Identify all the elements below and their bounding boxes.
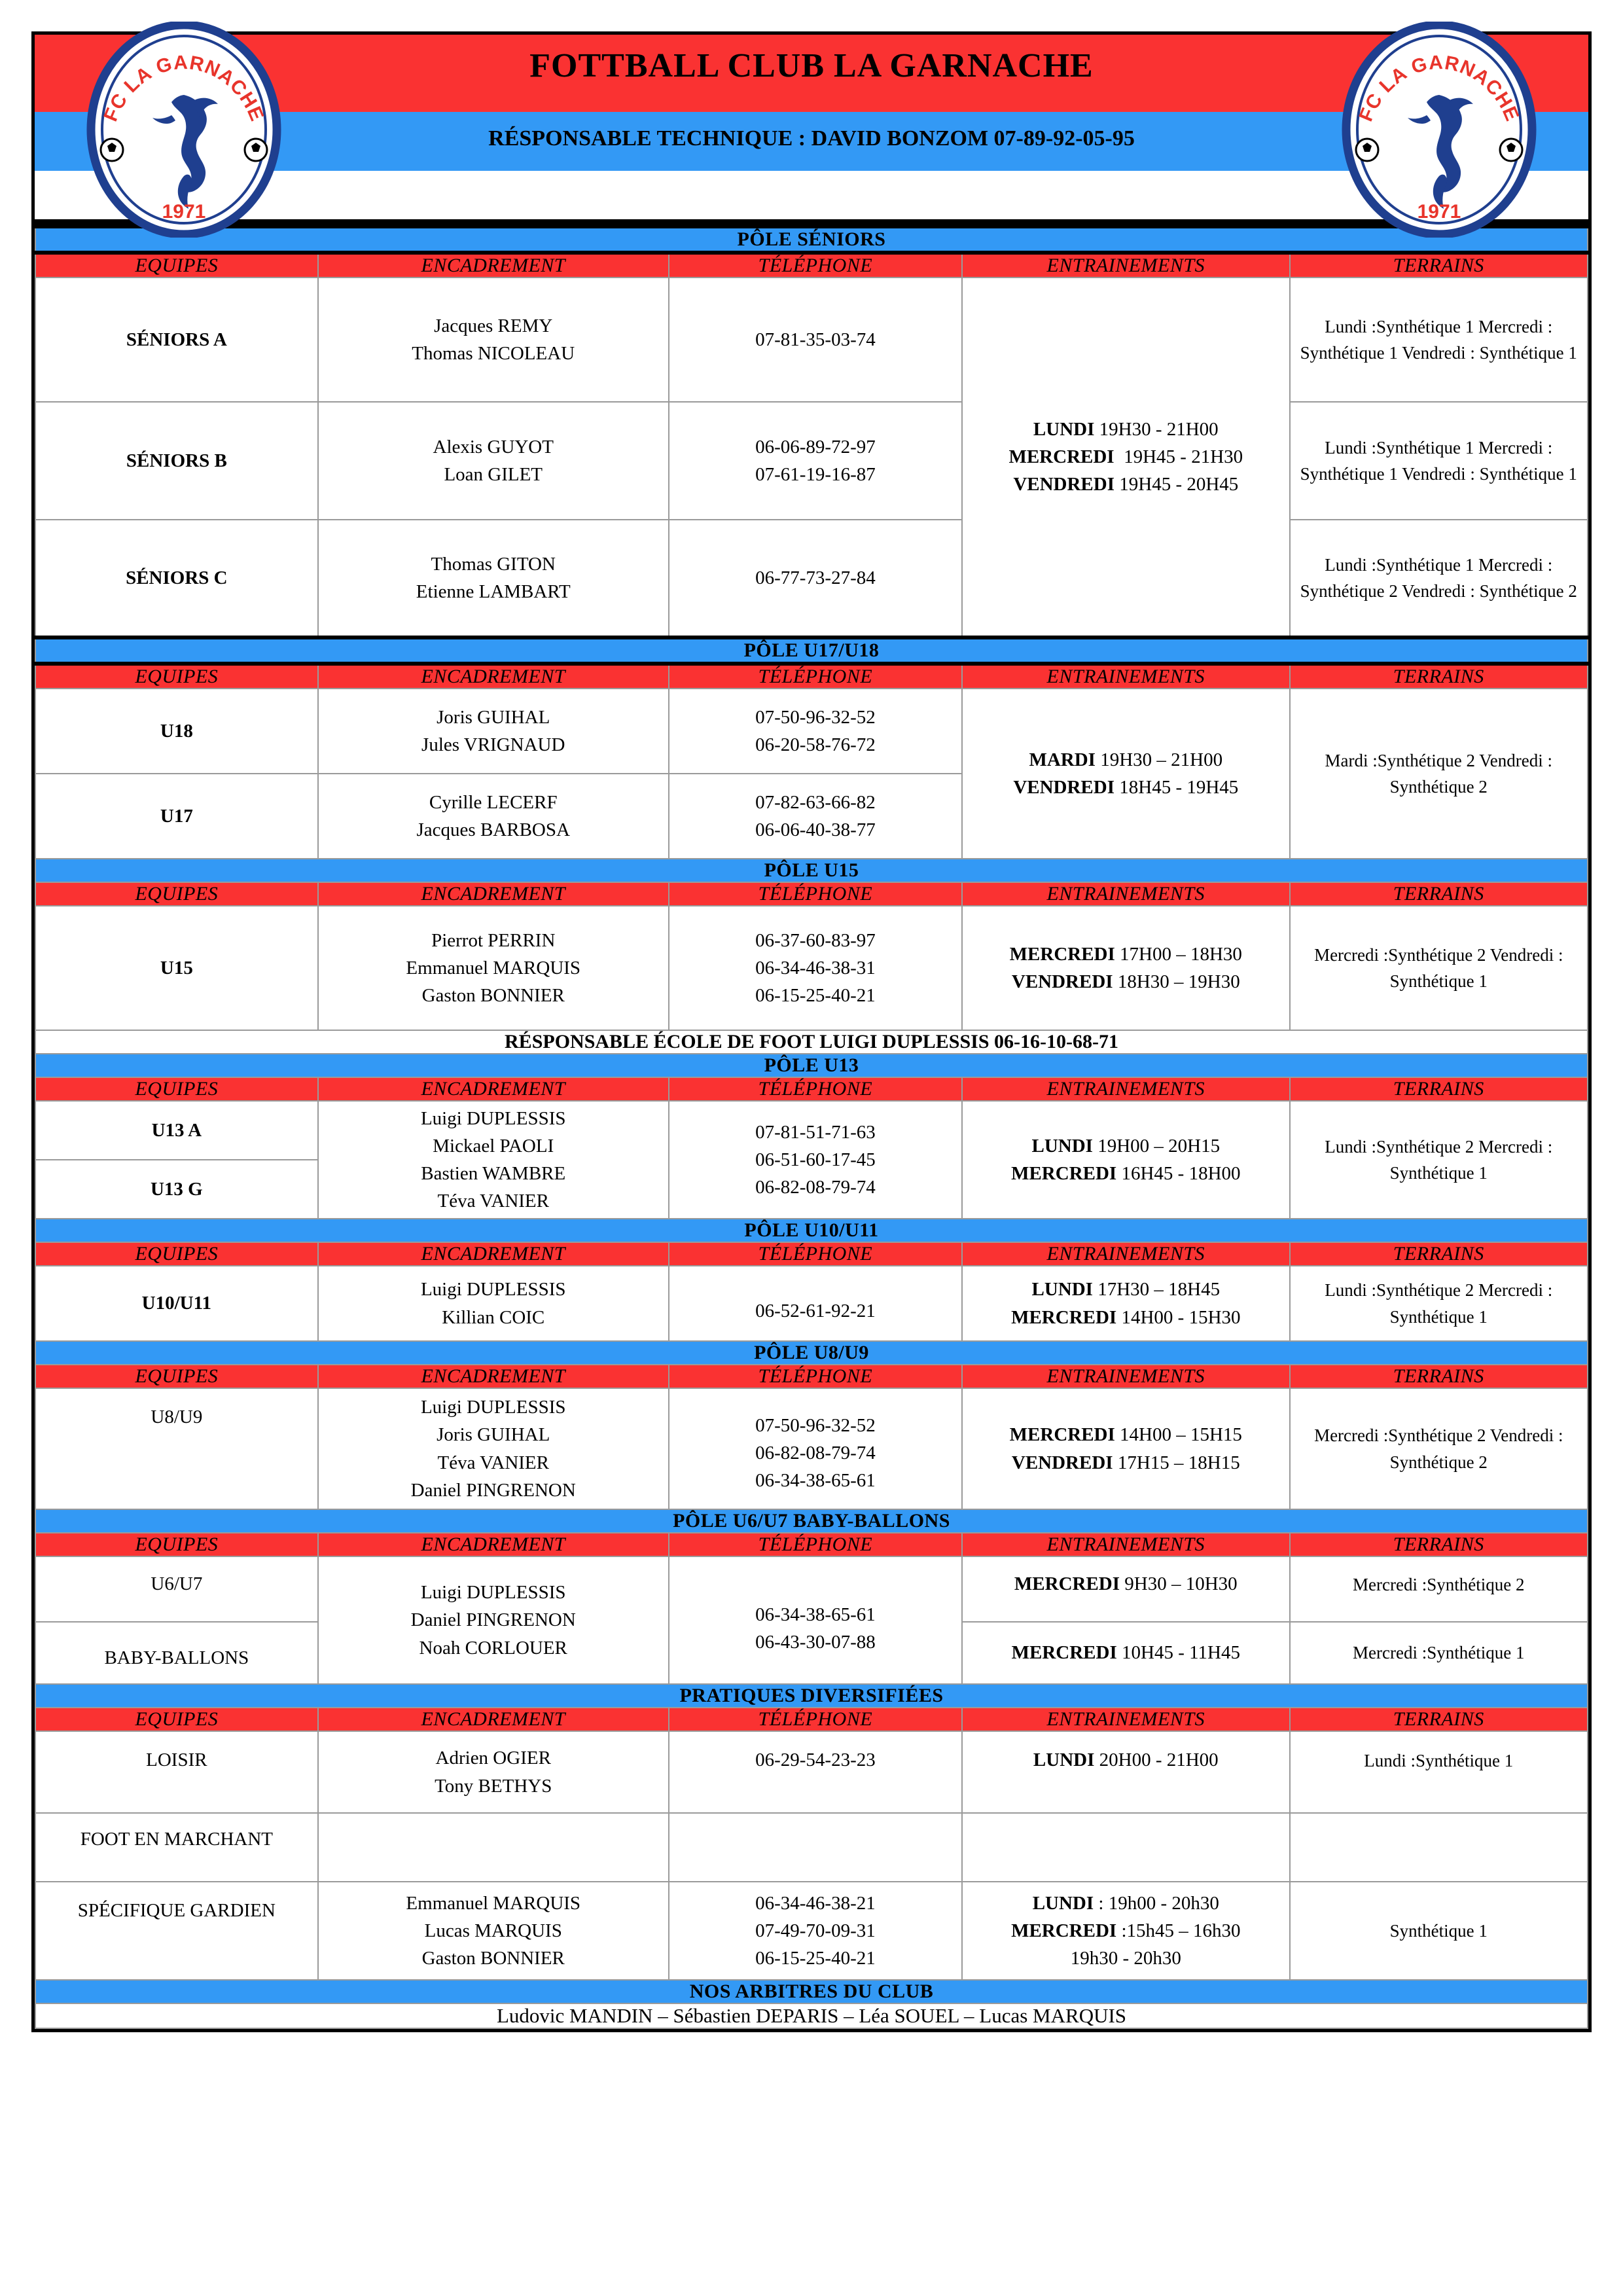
terrain-list: Lundi :Synthétique 1 Mercredi : Synthétique 1 Vendredi : Synthétique 1 bbox=[1290, 278, 1588, 402]
col-encadrement: ENCADREMENT bbox=[318, 664, 669, 689]
col-entrainements: ENTRAINEMENTS bbox=[962, 1242, 1289, 1266]
col-entrainements: ENTRAINEMENTS bbox=[962, 253, 1289, 278]
table-row bbox=[35, 1266, 1588, 1341]
col-equipes: EQUIPES bbox=[35, 1365, 318, 1388]
phone-list: 06-34-38-65-61 06-43-30-07-88 bbox=[669, 1556, 962, 1684]
team-name: U6/U7 bbox=[35, 1556, 318, 1622]
club-crest-right-icon bbox=[1341, 22, 1537, 238]
col-telephone: TÉLÉPHONE bbox=[669, 253, 962, 278]
staff-list: Luigi DUPLESSIS Joris GUIHAL Téva VANIER Daniel PINGRENON bbox=[318, 1388, 669, 1509]
col-equipes: EQUIPES bbox=[35, 664, 318, 689]
col-terrains: TERRAINS bbox=[1290, 1365, 1588, 1388]
column-header-row bbox=[35, 1708, 1588, 1731]
team-name: FOOT EN MARCHANT bbox=[35, 1813, 318, 1882]
table-row bbox=[35, 520, 1588, 637]
arbitres-row bbox=[35, 2003, 1588, 2028]
phone-list: 06-52-61-92-21 bbox=[669, 1266, 962, 1341]
col-terrains: TERRAINS bbox=[1290, 882, 1588, 906]
pole-title-u17-u18: PÔLE U17/U18 bbox=[35, 637, 1588, 664]
pole-header-row bbox=[35, 1684, 1588, 1708]
column-header-row bbox=[35, 1242, 1588, 1266]
col-entrainements: ENTRAINEMENTS bbox=[962, 1533, 1289, 1556]
staff-list: Joris GUIHAL Jules VRIGNAUD bbox=[318, 689, 669, 774]
terrain-list: Lundi :Synthétique 1 Mercredi : Synthétique 1 Vendredi : Synthétique 1 bbox=[1290, 402, 1588, 520]
terrain-list: Synthétique 1 bbox=[1290, 1882, 1588, 1980]
masthead bbox=[35, 35, 1588, 224]
staff-list: Luigi DUPLESSIS Daniel PINGRENON Noah CORLOUER bbox=[318, 1556, 669, 1684]
col-equipes: EQUIPES bbox=[35, 1708, 318, 1731]
col-entrainements: ENTRAINEMENTS bbox=[962, 664, 1289, 689]
staff-list: Cyrille LECERF Jacques BARBOSA bbox=[318, 774, 669, 859]
terrain-list: Mercredi :Synthétique 2 bbox=[1290, 1556, 1588, 1622]
team-name: SÉNIORS B bbox=[35, 402, 318, 520]
team-name: SÉNIORS C bbox=[35, 520, 318, 637]
table-row bbox=[35, 1882, 1588, 1980]
table-row bbox=[35, 689, 1588, 774]
col-entrainements: ENTRAINEMENTS bbox=[962, 882, 1289, 906]
team-name: U8/U9 bbox=[35, 1388, 318, 1509]
col-encadrement: ENCADREMENT bbox=[318, 1708, 669, 1731]
pole-title-u10-u11: PÔLE U10/U11 bbox=[35, 1219, 1588, 1242]
pole-header-row bbox=[35, 1219, 1588, 1242]
staff-list: Emmanuel MARQUIS Lucas MARQUIS Gaston BONNIER bbox=[318, 1882, 669, 1980]
training-sessions: LUNDI 20H00 - 21H00 bbox=[962, 1731, 1289, 1813]
phone-list: 06-34-46-38-21 07-49-70-09-31 06-15-25-40-21 bbox=[669, 1882, 962, 1980]
col-terrains: TERRAINS bbox=[1290, 1242, 1588, 1266]
training-sessions: MERCREDI 14H00 – 15H15 VENDREDI 17H15 – 18H15 bbox=[962, 1388, 1289, 1509]
phone-list: 06-29-54-23-23 bbox=[669, 1731, 962, 1813]
col-telephone: TÉLÉPHONE bbox=[669, 1365, 962, 1388]
phone-list: 07-81-35-03-74 bbox=[669, 278, 962, 402]
terrain-list: Mardi :Synthétique 2 Vendredi : Synthétique 2 bbox=[1290, 689, 1588, 859]
pole-title-u6-u7: PÔLE U6/U7 BABY-BALLONS bbox=[35, 1509, 1588, 1533]
table-row bbox=[35, 1813, 1588, 1882]
team-name: LOISIR bbox=[35, 1731, 318, 1813]
club-title: FOTTBALL CLUB LA GARNACHE bbox=[529, 47, 1094, 84]
table-row bbox=[35, 906, 1588, 1030]
pole-title-u15: PÔLE U15 bbox=[35, 859, 1588, 882]
col-encadrement: ENCADREMENT bbox=[318, 1365, 669, 1388]
terrain-list: Mercredi :Synthétique 2 Vendredi : Synthétique 1 bbox=[1290, 906, 1588, 1030]
column-header-row bbox=[35, 253, 1588, 278]
table-row bbox=[35, 1556, 1588, 1622]
staff-list: Adrien OGIER Tony BETHYS bbox=[318, 1731, 669, 1813]
col-equipes: EQUIPES bbox=[35, 253, 318, 278]
col-equipes: EQUIPES bbox=[35, 882, 318, 906]
svg-text:FC LA GARNACHE: FC LA GARNACHE bbox=[1355, 52, 1524, 125]
training-sessions: LUNDI 17H30 – 18H45 MERCREDI 14H00 - 15H30 bbox=[962, 1266, 1289, 1341]
terrain-list: Lundi :Synthétique 2 Mercredi : Synthétique 1 bbox=[1290, 1266, 1588, 1341]
staff-list: Jacques REMY Thomas NICOLEAU bbox=[318, 278, 669, 402]
phone-list bbox=[669, 1813, 962, 1882]
col-equipes: EQUIPES bbox=[35, 1533, 318, 1556]
col-terrains: TERRAINS bbox=[1290, 1708, 1588, 1731]
training-sessions: LUNDI 19H30 - 21H00 MERCREDI 19H45 - 21H30 VENDREDI 19H45 - 20H45 bbox=[962, 278, 1289, 637]
col-telephone: TÉLÉPHONE bbox=[669, 1533, 962, 1556]
col-equipes: EQUIPES bbox=[35, 1077, 318, 1101]
arbitres-title: NOS ARBITRES DU CLUB bbox=[35, 1980, 1588, 2003]
document-frame bbox=[31, 31, 1592, 2032]
club-crest-left-icon bbox=[86, 22, 282, 238]
phone-list: 07-50-96-32-52 06-82-08-79-74 06-34-38-65-61 bbox=[669, 1388, 962, 1509]
pole-title-u8-u9: PÔLE U8/U9 bbox=[35, 1341, 1588, 1365]
team-name: SPÉCIFIQUE GARDIEN bbox=[35, 1882, 318, 1980]
notice-row bbox=[35, 1030, 1588, 1054]
col-encadrement: ENCADREMENT bbox=[318, 1533, 669, 1556]
svg-text:FC LA GARNACHE: FC LA GARNACHE bbox=[99, 52, 268, 125]
phone-list: 07-81-51-71-63 06-51-60-17-45 06-82-08-79-74 bbox=[669, 1101, 962, 1219]
training-sessions: LUNDI : 19h00 - 20h30 MERCREDI :15h45 – 16h30 19h30 - 20h30 bbox=[962, 1882, 1289, 1980]
training-sessions: MARDI 19H30 – 21H00 VENDREDI 18H45 - 19H45 bbox=[962, 689, 1289, 859]
phone-list: 07-82-63-66-82 06-06-40-38-77 bbox=[669, 774, 962, 859]
col-equipes: EQUIPES bbox=[35, 1242, 318, 1266]
column-header-row bbox=[35, 1365, 1588, 1388]
col-entrainements: ENTRAINEMENTS bbox=[962, 1077, 1289, 1101]
column-header-row bbox=[35, 1077, 1588, 1101]
phone-list: 06-06-89-72-97 07-61-19-16-87 bbox=[669, 402, 962, 520]
col-terrains: TERRAINS bbox=[1290, 1077, 1588, 1101]
team-name: U13 G bbox=[35, 1160, 318, 1219]
staff-list: Pierrot PERRIN Emmanuel MARQUIS Gaston BONNIER bbox=[318, 906, 669, 1030]
technical-director-line: RÉSPONSABLE TECHNIQUE : DAVID BONZOM 07-89-92-05-95 bbox=[488, 126, 1135, 151]
team-name: U17 bbox=[35, 774, 318, 859]
col-telephone: TÉLÉPHONE bbox=[669, 882, 962, 906]
team-name: BABY-BALLONS bbox=[35, 1622, 318, 1684]
column-header-row bbox=[35, 1533, 1588, 1556]
col-encadrement: ENCADREMENT bbox=[318, 253, 669, 278]
column-header-row bbox=[35, 882, 1588, 906]
col-encadrement: ENCADREMENT bbox=[318, 1242, 669, 1266]
col-telephone: TÉLÉPHONE bbox=[669, 1708, 962, 1731]
training-sessions bbox=[962, 1813, 1289, 1882]
pole-header-row bbox=[35, 1054, 1588, 1077]
column-header-row bbox=[35, 664, 1588, 689]
pole-header-row bbox=[35, 1341, 1588, 1365]
terrain-list bbox=[1290, 1813, 1588, 1882]
terrain-list: Lundi :Synthétique 1 Mercredi : Synthétique 2 Vendredi : Synthétique 2 bbox=[1290, 520, 1588, 637]
table-row bbox=[35, 1731, 1588, 1813]
terrain-list: Mercredi :Synthétique 2 Vendredi : Synthétique 2 bbox=[1290, 1388, 1588, 1509]
pole-title-u13: PÔLE U13 bbox=[35, 1054, 1588, 1077]
phone-list: 07-50-96-32-52 06-20-58-76-72 bbox=[669, 689, 962, 774]
svg-text:1971: 1971 bbox=[162, 201, 206, 223]
table-row bbox=[35, 1388, 1588, 1509]
arbitres-names: Ludovic MANDIN – Sébastien DEPARIS – Léa SOUEL – Lucas MARQUIS bbox=[35, 2003, 1588, 2028]
staff-list: Luigi DUPLESSIS Mickael PAOLI Bastien WAMBRE Téva VANIER bbox=[318, 1101, 669, 1219]
table-row bbox=[35, 278, 1588, 402]
table-row bbox=[35, 402, 1588, 520]
training-sessions: MERCREDI 10H45 - 11H45 bbox=[962, 1622, 1289, 1684]
staff-list: Alexis GUYOT Loan GILET bbox=[318, 402, 669, 520]
pole-header-row bbox=[35, 859, 1588, 882]
col-entrainements: ENTRAINEMENTS bbox=[962, 1365, 1289, 1388]
schedule-table bbox=[35, 224, 1588, 2029]
staff-list: Luigi DUPLESSIS Killian COIC bbox=[318, 1266, 669, 1341]
team-name: U10/U11 bbox=[35, 1266, 318, 1341]
ecole-de-foot-notice: RÉSPONSABLE ÉCOLE DE FOOT LUIGI DUPLESSIS 06-16-10-68-71 bbox=[35, 1030, 1588, 1054]
training-sessions: MERCREDI 9H30 – 10H30 bbox=[962, 1556, 1289, 1622]
table-row bbox=[35, 1101, 1588, 1160]
col-terrains: TERRAINS bbox=[1290, 1533, 1588, 1556]
col-telephone: TÉLÉPHONE bbox=[669, 1077, 962, 1101]
terrain-list: Lundi :Synthétique 2 Mercredi : Synthétique 1 bbox=[1290, 1101, 1588, 1219]
arbitres-header-row bbox=[35, 1980, 1588, 2003]
col-encadrement: ENCADREMENT bbox=[318, 882, 669, 906]
pole-header-row bbox=[35, 1509, 1588, 1533]
staff-list bbox=[318, 1813, 669, 1882]
phone-list: 06-37-60-83-97 06-34-46-38-31 06-15-25-40-21 bbox=[669, 906, 962, 1030]
training-sessions: LUNDI 19H00 – 20H15 MERCREDI 16H45 - 18H00 bbox=[962, 1101, 1289, 1219]
col-entrainements: ENTRAINEMENTS bbox=[962, 1708, 1289, 1731]
pole-header-row bbox=[35, 637, 1588, 664]
col-encadrement: ENCADREMENT bbox=[318, 1077, 669, 1101]
col-telephone: TÉLÉPHONE bbox=[669, 1242, 962, 1266]
team-name: U18 bbox=[35, 689, 318, 774]
team-name: SÉNIORS A bbox=[35, 278, 318, 402]
pole-title-seniors: PÔLE SÉNIORS bbox=[35, 226, 1588, 253]
team-name: U13 A bbox=[35, 1101, 318, 1160]
col-telephone: TÉLÉPHONE bbox=[669, 664, 962, 689]
training-sessions: MERCREDI 17H00 – 18H30 VENDREDI 18H30 – 19H30 bbox=[962, 906, 1289, 1030]
terrain-list: Mercredi :Synthétique 1 bbox=[1290, 1622, 1588, 1684]
staff-list: Thomas GITON Etienne LAMBART bbox=[318, 520, 669, 637]
phone-list: 06-77-73-27-84 bbox=[669, 520, 962, 637]
terrain-list: Lundi :Synthétique 1 bbox=[1290, 1731, 1588, 1813]
svg-text:1971: 1971 bbox=[1417, 201, 1461, 223]
team-name: U15 bbox=[35, 906, 318, 1030]
pole-title-pratiques: PRATIQUES DIVERSIFIÉES bbox=[35, 1684, 1588, 1708]
col-terrains: TERRAINS bbox=[1290, 664, 1588, 689]
col-terrains: TERRAINS bbox=[1290, 253, 1588, 278]
